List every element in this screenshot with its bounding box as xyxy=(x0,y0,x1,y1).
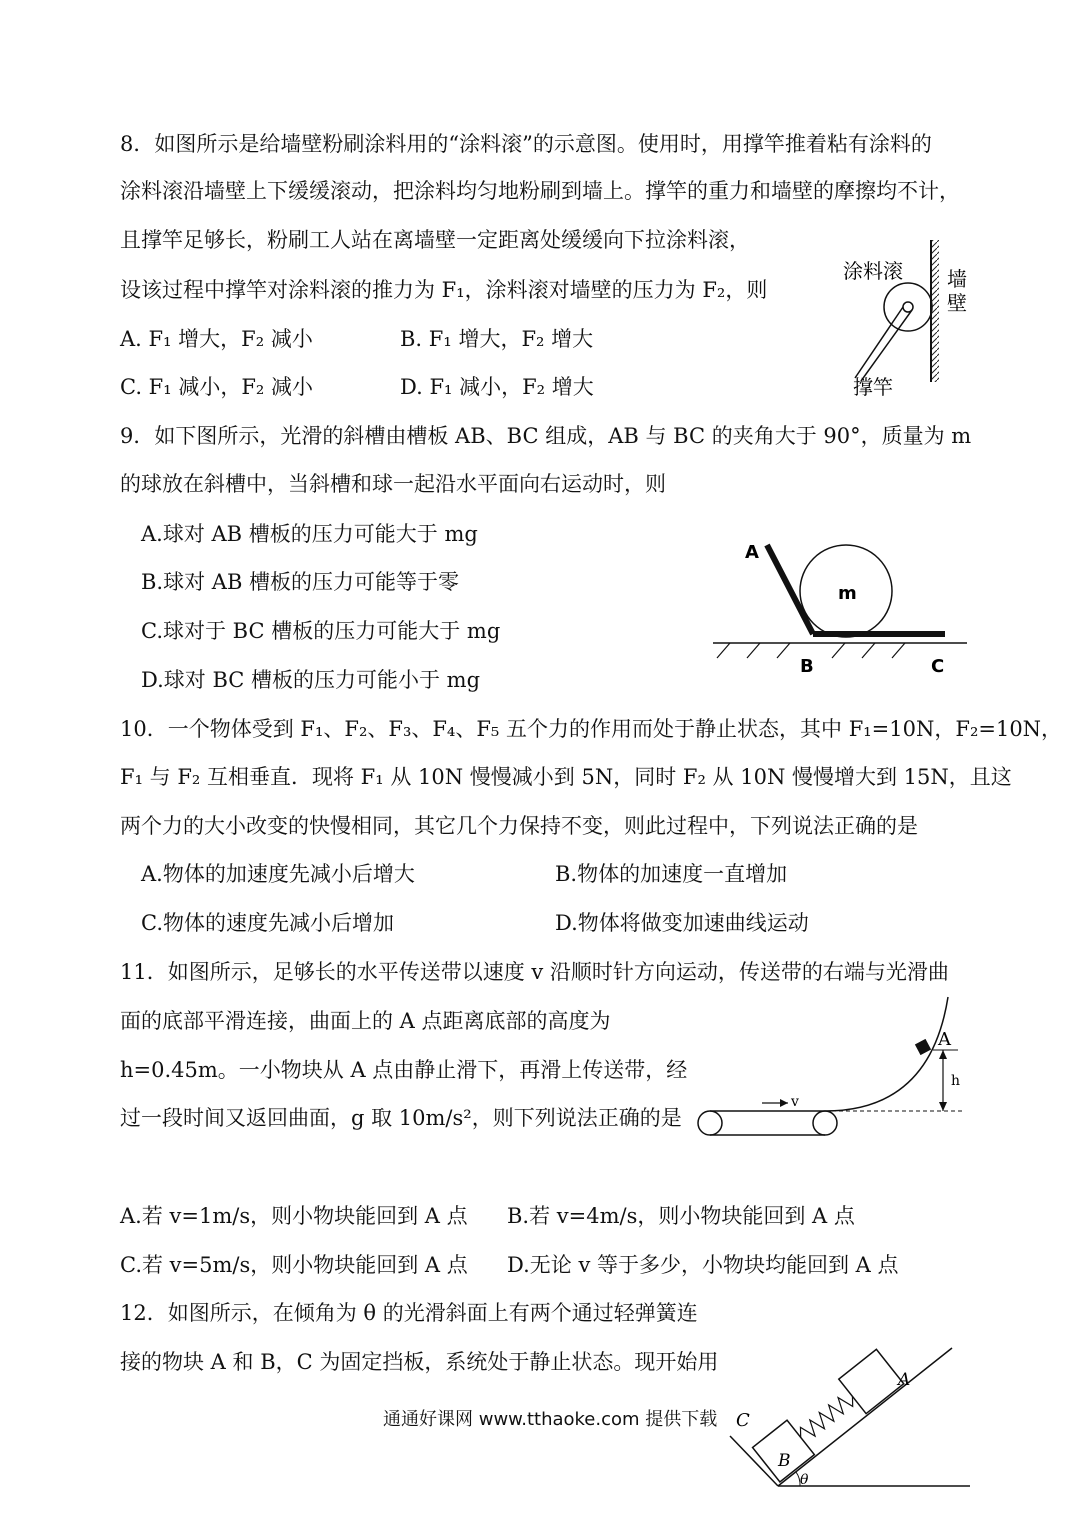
label-b: B xyxy=(800,656,814,677)
q8-line-4: 设该过程中撑竿对涂料滚的推力为 F₁，涂料滚对墙壁的压力为 F₂，则 xyxy=(120,278,768,302)
label-c: C xyxy=(736,1410,750,1431)
small-block xyxy=(915,1039,931,1055)
q10-option-a: A.物体的加速度先减小后增大 xyxy=(141,862,415,886)
stopper-c xyxy=(730,1436,778,1486)
q10-option-b: B.物体的加速度一直增加 xyxy=(555,862,788,886)
q10-option-d: D.物体将做变加速曲线运动 xyxy=(555,911,809,935)
height-arrow-top xyxy=(939,1050,947,1059)
q12-incline-figure xyxy=(720,1318,975,1493)
push-pole-edge-2 xyxy=(861,310,912,381)
q9-line-2: 的球放在斜槽中，当斜槽和球一起沿水平面向右运动时，则 xyxy=(120,472,666,496)
push-pole-edge-1 xyxy=(855,307,903,378)
q9-option-a: A.球对 AB 槽板的压力可能大于 mg xyxy=(141,522,478,546)
q9-option-d: D.球对 BC 槽板的压力可能小于 mg xyxy=(141,668,481,692)
label-a: A xyxy=(745,542,759,563)
spring xyxy=(796,1390,858,1444)
q9-trough-figure xyxy=(705,530,975,680)
q8-option-c: C. F₁ 减小，F₂ 减小 xyxy=(120,375,313,399)
q11-line-4: 过一段时间又返回曲面，g 取 10m/s²，则下列说法正确的是 xyxy=(120,1106,682,1130)
wall-label-2: 壁 xyxy=(947,291,967,315)
label-theta: θ xyxy=(800,1472,809,1488)
label-m: m xyxy=(838,583,857,604)
q11-line-3: h=0.45m。一小物块从 A 点由静止滑下，再滑上传送带，经 xyxy=(120,1058,688,1082)
label-a: A xyxy=(898,1370,911,1390)
q11-option-a: A.若 v=1m/s，则小物块能回到 A 点 xyxy=(120,1204,468,1228)
q11-option-b: B.若 v=4m/s，则小物块能回到 A 点 xyxy=(507,1204,855,1228)
q8-option-d: D. F₁ 减小，F₂ 增大 xyxy=(400,375,594,399)
label-v: v xyxy=(791,1094,799,1110)
roller-label: 涂料滚 xyxy=(843,259,903,283)
q10-line-2: F₁ 与 F₂ 互相垂直．现将 F₁ 从 10N 慢慢减小到 5N，同时 F₂ 从 10N 慢慢增大到 15N，且这 xyxy=(120,765,1012,789)
q9-option-b: B.球对 AB 槽板的压力可能等于零 xyxy=(141,570,460,594)
incline-objects xyxy=(753,1349,904,1482)
label-a: A xyxy=(938,1029,951,1050)
q11-option-c: C.若 v=5m/s，则小物块能回到 A 点 xyxy=(120,1253,468,1277)
plate-ab xyxy=(767,545,813,634)
pole-label: 撑竿 xyxy=(853,375,893,399)
q12-line-1: 12．如图所示，在倾角为 θ 的光滑斜面上有两个通过轻弹簧连 xyxy=(120,1301,698,1325)
q8-line-1: 8．如图所示是给墙壁粉刷涂料用的“涂料滚”的示意图。使用时，用撑竿推着粘有涂料的 xyxy=(120,132,932,156)
q8-line-3: 且撑竿足够长，粉刷工人站在离墙壁一定距离处缓缓向下拉涂料滚， xyxy=(120,228,750,252)
wall-label-1: 墙 xyxy=(947,267,967,291)
q8-option-a: A. F₁ 增大，F₂ 减小 xyxy=(120,327,313,351)
q8-roller-figure xyxy=(835,230,980,400)
q9-line-1: 9．如下图所示，光滑的斜槽由槽板 AB、BC 组成，AB 与 BC 的夹角大于 90°，质量为 m xyxy=(120,424,972,448)
label-h: h xyxy=(951,1073,961,1089)
left-pulley xyxy=(698,1111,722,1135)
q11-line-2: 面的底部平滑连接，曲面上的 A 点距离底部的高度为 xyxy=(120,1009,611,1033)
q11-conveyor-figure xyxy=(690,995,975,1145)
q8-line-2: 涂料滚沿墙壁上下缓缓滚动，把涂料均匀地粉刷到墙上。撑竿的重力和墙壁的摩擦均不计， xyxy=(120,179,960,203)
label-c: C xyxy=(931,656,945,677)
q12-line-2: 接的物块 A 和 B，C 为固定挡板，系统处于静止状态。现开始用 xyxy=(120,1350,719,1374)
q10-line-1: 10．一个物体受到 F₁、F₂、F₃、F₄、F₅ 五个力的作用而处于静止状态，其中 F₁=10N，F₂=10N， xyxy=(120,717,1063,741)
q10-line-3: 两个力的大小改变的快慢相同，其它几个力保持不变，则此过程中，下列说法正确的是 xyxy=(120,814,918,838)
smooth-curve xyxy=(825,997,948,1111)
right-pulley xyxy=(813,1111,837,1135)
incline xyxy=(778,1348,952,1486)
q9-option-c: C.球对于 BC 槽板的压力可能大于 mg xyxy=(141,619,501,643)
velocity-arrowhead xyxy=(780,1099,788,1107)
label-b: B xyxy=(778,1451,791,1471)
page-footer: 通通好课网 www.tthaoke.com 提供下载 xyxy=(383,1409,718,1430)
q11-option-d: D.无论 v 等于多少，小物块均能回到 A 点 xyxy=(507,1253,899,1277)
q11-line-1: 11．如图所示，足够长的水平传送带以速度 v 沿顺时针方向运动，传送带的右端与光滑曲 xyxy=(120,960,949,984)
q8-option-b: B. F₁ 增大，F₂ 增大 xyxy=(400,327,594,351)
height-arrow-bottom xyxy=(939,1102,947,1111)
q10-option-c: C.物体的速度先减小后增加 xyxy=(141,911,394,935)
